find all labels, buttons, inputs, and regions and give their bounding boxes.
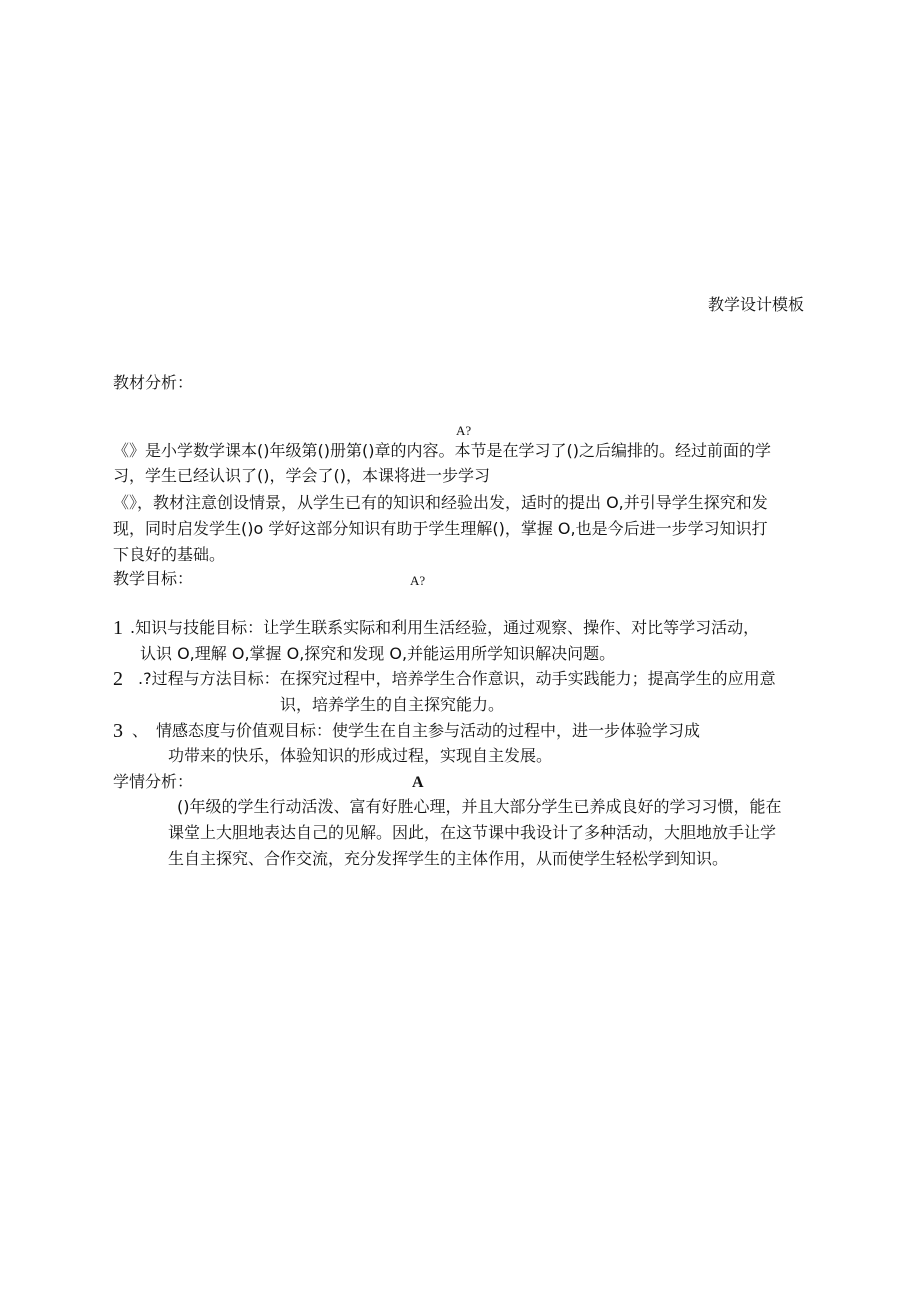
material-paragraph-line-1: 《》是小学数学课本()年级第()册第()章的内容。本节是在学习了()之后编排的。经过前面的学 bbox=[113, 441, 771, 460]
goal-3-number: 3 bbox=[113, 720, 123, 742]
student-paragraph-line-2: 课堂上大胆地表达自己的见解。因此，在这节课中我设计了多种活动，大胆地放手让学 bbox=[168, 823, 777, 842]
goal-2-line-2: 识，培养学生的自主探究能力。 bbox=[280, 695, 505, 714]
document-title: 教学设计模板 bbox=[708, 295, 805, 314]
student-analysis-heading: 学情分析： bbox=[113, 772, 194, 791]
goal-2-number: 2 bbox=[113, 668, 123, 690]
teaching-goals-heading: 教学目标： bbox=[113, 569, 194, 588]
goal-3-line-1: 、 情感态度与价值观目标：使学生在自主参与活动的过程中，进一步体验学习成 bbox=[132, 721, 701, 740]
material-paragraph-line-5: 下良好的基础。 bbox=[113, 545, 226, 564]
goal-3-line-2: 功带来的快乐，体验知识的形成过程，实现自主发展。 bbox=[168, 746, 553, 765]
material-marker: A? bbox=[456, 423, 472, 438]
student-paragraph-line-3: 生自主探究、合作交流，充分发挥学生的主体作用，从而使学生轻松学到知识。 bbox=[168, 849, 729, 868]
students-marker: A bbox=[412, 774, 424, 791]
goals-marker: A? bbox=[410, 573, 426, 588]
goal-2-line-1: .?过程与方法目标：在探究过程中，培养学生合作意识，动手实践能力；提高学生的应用意 bbox=[138, 669, 776, 688]
goal-1-number: 1 bbox=[113, 617, 123, 639]
material-paragraph-line-3: 《》，教材注意创设情景，从学生已有的知识和经验出发，适时的提出 O,并引导学生探究和发 bbox=[113, 493, 768, 512]
material-analysis-heading: 教材分析： bbox=[113, 373, 194, 392]
student-paragraph-line-1: ()年级的学生行动活泼、富有好胜心理，并且大部分学生已养成良好的学习习惯，能在 bbox=[177, 797, 782, 816]
goal-1-line-1: .知识与技能目标：让学生联系实际和利用生活经验，通过观察、操作、对比等学习活动， bbox=[130, 618, 760, 637]
goal-1-line-2: 认识 O,理解 O,掌握 O,探究和发现 O,并能运用所学知识解决问题。 bbox=[140, 644, 616, 663]
material-paragraph-line-2: 习，学生已经认识了()，学会了()，本课将进一步学习 bbox=[113, 466, 490, 485]
material-paragraph-line-4: 现，同时启发学生()o 学好这部分知识有助于学生理解()，掌握 O,也是今后进一步学习知识打 bbox=[113, 519, 768, 538]
